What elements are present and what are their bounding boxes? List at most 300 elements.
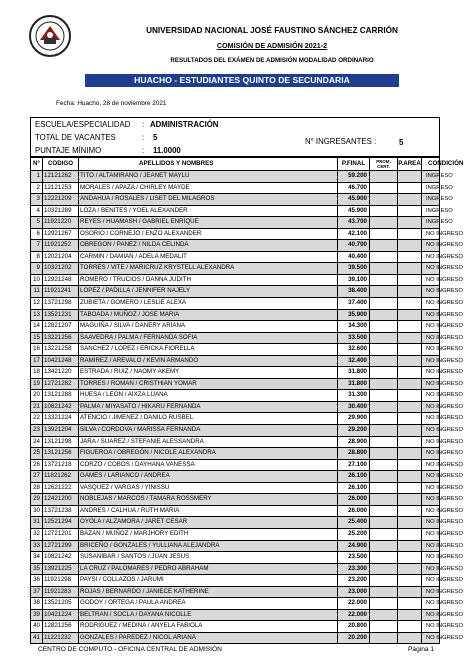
row-final-score: 31.800 xyxy=(338,367,370,378)
table-row xyxy=(30,633,464,645)
row-name: BELTRAN / SOCLA / DAYANA NICOLLE xyxy=(79,610,338,621)
row-number: 33 xyxy=(31,541,43,552)
table-row xyxy=(30,460,464,472)
row-final-score: 38.400 xyxy=(338,286,370,297)
row-final-score: 42.100 xyxy=(338,229,370,240)
row-code: 13721238 xyxy=(43,506,79,517)
row-prom xyxy=(370,263,398,274)
row-code: 12021204 xyxy=(43,252,79,263)
row-name: RAMIREZ / AREVALO / KEVIN ARMANDO xyxy=(79,356,338,367)
row-name: NOBLEJAS / MARCOS / TAMARA ROSSMERY xyxy=(79,494,338,505)
footer-left: CENTRO DE COMPUTO - OFICINA CENTRAL DE ADMISIÓN xyxy=(38,646,222,653)
results-table xyxy=(30,171,464,644)
row-condition: NO INGRESO xyxy=(426,427,464,434)
row-code: 13121298 xyxy=(43,437,79,448)
row-name: SILVA / CORDOVA / MARISSA FERNANDA xyxy=(79,425,338,436)
row-name: ROJAS / BERNARDO / JANIECE KATHERINE xyxy=(79,587,338,598)
row-name: BAZAN / MUÑOZ / MARJHORY EDITH xyxy=(79,529,338,540)
row-code: 12421200 xyxy=(43,494,79,505)
row-final-score: 28.800 xyxy=(338,448,370,459)
row-prom xyxy=(370,229,398,240)
row-number: 21 xyxy=(31,402,43,413)
col-code: CODIGO xyxy=(43,158,79,170)
row-final-score: 25.400 xyxy=(338,517,370,528)
row-code: 12121262 xyxy=(43,171,79,182)
row-name: PALMA / MIYASATO / HIKARU FERNANDA xyxy=(79,402,338,413)
row-final-score: 26.000 xyxy=(338,494,370,505)
row-prom xyxy=(370,633,398,644)
row-name: LA CRUZ / PALOMARES / PEDRO ABRAHAM xyxy=(79,564,338,575)
table-row xyxy=(30,506,464,518)
table-row xyxy=(30,598,464,610)
row-code: 13721218 xyxy=(43,460,79,471)
row-name: ANDAHUA / ROSALES / LISET DEL MILAGROS xyxy=(79,194,338,205)
school-colon: : xyxy=(142,120,145,129)
row-final-score: 20.800 xyxy=(338,621,370,632)
row-name: TORRES / VITE / MARICRUZ KRYSTELL ALEXANDRA xyxy=(79,263,338,274)
row-final-score: 25.200 xyxy=(338,529,370,540)
table-row xyxy=(30,402,464,414)
row-number: 24 xyxy=(31,437,43,448)
row-prom xyxy=(370,310,398,321)
row-condition: NO INGRESO xyxy=(426,542,464,549)
row-code: 13421220 xyxy=(43,367,79,378)
row-code: 10821242 xyxy=(43,402,79,413)
row-condition: NO INGRESO xyxy=(426,242,464,249)
row-condition: NO INGRESO xyxy=(426,484,464,491)
row-name: FIGUEROA / OBREGÓN / NICOLE ALEXANDRA xyxy=(79,448,338,459)
row-code: 11921298 xyxy=(43,575,79,586)
row-condition: NO INGRESO xyxy=(426,403,464,410)
col-area: P.AREA xyxy=(398,158,422,170)
table-row xyxy=(30,310,464,322)
row-condition: NO INGRESO xyxy=(426,507,464,514)
row-final-score: 31.300 xyxy=(338,390,370,401)
row-prom xyxy=(370,379,398,390)
row-condition: NO INGRESO xyxy=(426,496,464,503)
row-number: 14 xyxy=(31,321,43,332)
row-number: 12 xyxy=(31,298,43,309)
row-name: VASQUEZ / VARGAS / YINISSU xyxy=(79,483,338,494)
row-prom xyxy=(370,367,398,378)
table-row xyxy=(30,333,464,345)
row-number: 19 xyxy=(31,379,43,390)
row-final-score: 29.900 xyxy=(338,413,370,424)
row-final-score: 23.200 xyxy=(338,575,370,586)
commission-title: COMISIÓN DE ADMISIÓN 2021-2 xyxy=(216,41,328,50)
table-row xyxy=(30,437,464,449)
row-prom xyxy=(370,494,398,505)
table-row xyxy=(30,298,464,310)
row-name: SANCHEZ / LOPEZ / ERICKA FIORELLA xyxy=(79,344,338,355)
ingresantes-value: 5 xyxy=(399,138,404,147)
row-final-score: 43.700 xyxy=(338,217,370,228)
row-number: 31 xyxy=(31,517,43,528)
row-condition: NO INGRESO xyxy=(426,323,464,330)
table-row xyxy=(30,575,464,587)
row-final-score: 35.900 xyxy=(338,310,370,321)
row-final-score: 34.300 xyxy=(338,321,370,332)
table-row xyxy=(30,263,464,275)
row-prom xyxy=(370,252,398,263)
row-final-score: 22.000 xyxy=(338,610,370,621)
row-number: 18 xyxy=(31,367,43,378)
col-number: N° xyxy=(31,158,43,170)
row-prom xyxy=(370,529,398,540)
row-name: ZUBIETA / GOMERO / LESLIE ALEXA xyxy=(79,298,338,309)
row-condition: NO INGRESO xyxy=(426,230,464,237)
row-code: 10421248 xyxy=(43,356,79,367)
row-number: 22 xyxy=(31,413,43,424)
row-number: 41 xyxy=(31,633,43,644)
row-final-score: 28.900 xyxy=(338,437,370,448)
row-final-score: 26.100 xyxy=(338,471,370,482)
row-number: 26 xyxy=(31,460,43,471)
row-name: CORZO / COBOS / DAYHANA VANESSA xyxy=(79,460,338,471)
row-prom xyxy=(370,183,398,194)
table-row xyxy=(30,552,464,564)
section-band: HUACHO - ESTUDIANTES QUINTO DE SECUNDARIA xyxy=(85,74,399,87)
row-condition: NO INGRESO xyxy=(426,577,464,584)
row-name: MORALES / APAZA / CHIRLEY MAYDE xyxy=(79,183,338,194)
row-final-score: 29.200 xyxy=(338,425,370,436)
row-name: GONZALES / PAREDEZ / NICOL ARIANA xyxy=(79,633,338,644)
table-row xyxy=(30,541,464,553)
vacancies-colon: : xyxy=(142,133,145,142)
row-number: 11 xyxy=(31,286,43,297)
min-score-value: 11.0000 xyxy=(153,146,181,155)
row-name: REYES / HUAMASH / GABRIEL ENRIQUE xyxy=(79,217,338,228)
row-code: 11221232 xyxy=(43,633,79,644)
table-row xyxy=(30,448,464,460)
row-code: 12721201 xyxy=(43,529,79,540)
table-row xyxy=(30,413,464,425)
row-prom xyxy=(370,460,398,471)
row-name: TORRES / ROMAN / CRISTHIAN YOMAR xyxy=(79,379,338,390)
table-row xyxy=(30,321,464,333)
row-prom xyxy=(370,240,398,251)
row-number: 35 xyxy=(31,564,43,575)
row-prom xyxy=(370,483,398,494)
row-final-score: 23.000 xyxy=(338,587,370,598)
row-final-score: 59.200 xyxy=(338,171,370,182)
row-prom xyxy=(370,321,398,332)
row-condition: NO INGRESO xyxy=(426,623,464,630)
row-prom xyxy=(370,390,398,401)
row-code: 11921220 xyxy=(43,217,79,228)
row-prom xyxy=(370,402,398,413)
row-number: 16 xyxy=(31,344,43,355)
row-condition: NO INGRESO xyxy=(426,554,464,561)
row-number: 36 xyxy=(31,575,43,586)
row-number: 17 xyxy=(31,356,43,367)
row-prom xyxy=(370,598,398,609)
row-final-score: 30.400 xyxy=(338,402,370,413)
table-row xyxy=(30,379,464,391)
col-condition: CONDICIÓN xyxy=(428,160,464,167)
table-row xyxy=(30,217,453,229)
row-prom xyxy=(370,610,398,621)
row-prom xyxy=(370,517,398,528)
row-name: MAGUIÑA / SILVA / DANERY ARIANA xyxy=(79,321,338,332)
row-number: 15 xyxy=(31,333,43,344)
row-condition: NO INGRESO xyxy=(426,450,464,457)
row-name: OYOLA / ALZAMORA / JARET CESAR xyxy=(79,517,338,528)
row-condition: INGRESO xyxy=(426,184,453,191)
table-row xyxy=(30,471,464,483)
row-condition: INGRESO xyxy=(426,207,453,214)
row-number: 13 xyxy=(31,310,43,321)
row-name: GAMES / LARIANCO / ANDREA xyxy=(79,471,338,482)
vacancies-value: 5 xyxy=(153,133,158,142)
row-name: TABOADA / MUÑOZ / JOSE MARIA xyxy=(79,310,338,321)
row-prom xyxy=(370,564,398,575)
row-number: 27 xyxy=(31,471,43,482)
row-name: BRICEÑO / GONZALES / YULLIANA ALEJANDRA xyxy=(79,541,338,552)
table-row xyxy=(30,564,464,576)
row-final-score: 32.600 xyxy=(338,344,370,355)
row-number: 7 xyxy=(31,240,43,251)
row-number: 5 xyxy=(31,217,43,228)
row-number: 34 xyxy=(31,552,43,563)
row-condition: NO INGRESO xyxy=(426,438,464,445)
col-name: APELLIDOS Y NOMBRES xyxy=(79,158,338,170)
row-prom xyxy=(370,194,398,205)
row-code: 12221209 xyxy=(43,194,79,205)
row-prom xyxy=(370,275,398,286)
row-final-score: 33.500 xyxy=(338,333,370,344)
row-final-score: 26.000 xyxy=(338,506,370,517)
row-code: 13921225 xyxy=(43,564,79,575)
row-condition: NO INGRESO xyxy=(426,530,464,537)
table-row xyxy=(30,286,464,298)
min-score-colon: : xyxy=(142,146,145,155)
row-condition: NO INGRESO xyxy=(426,600,464,607)
row-name: ANDRES / CALHUA / RUTH MARIA xyxy=(79,506,338,517)
row-final-score: 40.400 xyxy=(338,252,370,263)
row-code: 11921252 xyxy=(43,240,79,251)
row-number: 10 xyxy=(31,275,43,286)
row-name: SAAVEDRA / PALMA / FERNANDA SOFIA xyxy=(79,333,338,344)
row-condition: NO INGRESO xyxy=(426,276,464,283)
row-condition: NO INGRESO xyxy=(426,634,464,641)
row-condition: NO INGRESO xyxy=(426,288,464,295)
row-code: 12921248 xyxy=(43,275,79,286)
row-condition: NO INGRESO xyxy=(426,369,464,376)
row-condition: INGRESO xyxy=(426,219,453,226)
row-code: 10321202 xyxy=(43,263,79,274)
row-code: 10321289 xyxy=(43,206,79,217)
row-name: OSORIO / CORNEJO / ENZO ALEXANDER xyxy=(79,229,338,240)
row-prom xyxy=(370,344,398,355)
row-prom xyxy=(370,425,398,436)
table-row xyxy=(30,621,464,633)
row-number: 30 xyxy=(31,506,43,517)
row-prom xyxy=(370,552,398,563)
row-code: 13521205 xyxy=(43,598,79,609)
table-row xyxy=(30,610,464,622)
row-number: 6 xyxy=(31,229,43,240)
row-prom xyxy=(370,413,398,424)
row-number: 38 xyxy=(31,598,43,609)
row-final-score: 39.500 xyxy=(338,263,370,274)
row-prom xyxy=(370,171,398,182)
table-row xyxy=(30,240,464,252)
row-prom xyxy=(370,286,398,297)
row-code: 12821207 xyxy=(43,321,79,332)
row-final-score: 22.000 xyxy=(338,598,370,609)
row-code: 12721299 xyxy=(43,541,79,552)
row-prom xyxy=(370,575,398,586)
row-code: 10421224 xyxy=(43,610,79,621)
table-row xyxy=(30,206,453,218)
table-row xyxy=(30,183,453,195)
row-number: 40 xyxy=(31,621,43,632)
row-final-score: 45.900 xyxy=(338,194,370,205)
row-condition: NO INGRESO xyxy=(426,265,464,272)
university-seal-icon xyxy=(28,14,72,58)
info-box xyxy=(30,117,440,157)
school-value: ADMINISTRACIÓN xyxy=(150,120,219,129)
table-row xyxy=(30,344,464,356)
row-prom xyxy=(370,298,398,309)
row-final-score: 26.100 xyxy=(338,483,370,494)
row-prom xyxy=(370,437,398,448)
row-code: 11921283 xyxy=(43,587,79,598)
row-final-score: 23.300 xyxy=(338,564,370,575)
school-label: ESCUELA/ESPECIALIDAD xyxy=(35,120,131,129)
table-row xyxy=(30,587,464,599)
row-code: 12721282 xyxy=(43,379,79,390)
table-header xyxy=(30,157,464,171)
row-code: 12121253 xyxy=(43,183,79,194)
row-number: 4 xyxy=(31,206,43,217)
row-final-score: 32.400 xyxy=(338,356,370,367)
row-number: 39 xyxy=(31,610,43,621)
row-final-score: 24.900 xyxy=(338,541,370,552)
row-code: 11821262 xyxy=(43,471,79,482)
row-condition: NO INGRESO xyxy=(426,519,464,526)
row-final-score: 45.900 xyxy=(338,206,370,217)
row-code: 13221258 xyxy=(43,344,79,355)
row-name: LOZA / BENITES / YOEL ALEXANDER xyxy=(79,206,338,217)
row-prom xyxy=(370,506,398,517)
row-name: OBREGON / PANEZ / NILDA CELINDA xyxy=(79,240,338,251)
row-number: 1 xyxy=(31,171,43,182)
row-code: 10821242 xyxy=(43,552,79,563)
col-final: P.FINAL xyxy=(338,158,370,170)
row-code: 13121256 xyxy=(43,448,79,459)
row-number: 20 xyxy=(31,390,43,401)
row-final-score: 31.800 xyxy=(338,379,370,390)
row-prom xyxy=(370,621,398,632)
row-code: 13721298 xyxy=(43,298,79,309)
row-number: 23 xyxy=(31,425,43,436)
table-row xyxy=(30,494,464,506)
row-code: 11921241 xyxy=(43,286,79,297)
row-final-score: 37.400 xyxy=(338,298,370,309)
table-row xyxy=(30,425,464,437)
row-final-score: 40.700 xyxy=(338,240,370,251)
row-code: 13121288 xyxy=(43,390,79,401)
row-number: 29 xyxy=(31,494,43,505)
row-prom xyxy=(370,217,398,228)
row-number: 9 xyxy=(31,263,43,274)
row-final-score: 39.100 xyxy=(338,275,370,286)
row-condition: NO INGRESO xyxy=(426,565,464,572)
row-final-score: 46.700 xyxy=(338,183,370,194)
row-code: 12921267 xyxy=(43,229,79,240)
row-final-score: 20.200 xyxy=(338,633,370,644)
row-code: 12621222 xyxy=(43,483,79,494)
row-condition: NO INGRESO xyxy=(426,473,464,480)
row-prom xyxy=(370,333,398,344)
row-condition: NO INGRESO xyxy=(426,588,464,595)
row-final-score: 23.500 xyxy=(338,552,370,563)
university-name: UNIVERSIDAD NACIONAL JOSÉ FAUSTINO SÁNCHEZ CARRIÓN xyxy=(146,26,398,35)
row-name: JARA / SUAREZ / STEFANIE ALESSANDRA xyxy=(79,437,338,448)
row-name: ATENCIO / JIMENEZ / DANILO RUSBEL xyxy=(79,413,338,424)
row-code: 13321224 xyxy=(43,413,79,424)
row-name: CARMIN / DAMIAN / ADELA MEDALIT xyxy=(79,252,338,263)
row-condition: NO INGRESO xyxy=(426,300,464,307)
row-name: ESTRADA / RUIZ / NAOMY AKEMY xyxy=(79,367,338,378)
row-code: 12821256 xyxy=(43,621,79,632)
row-number: 25 xyxy=(31,448,43,459)
row-name: ROMERO / TRUCIOS / DANNA JUDITH xyxy=(79,275,338,286)
footer-page: Página 1 xyxy=(408,646,435,653)
table-row xyxy=(30,367,464,379)
row-condition: NO INGRESO xyxy=(426,461,464,468)
row-name: LOPEZ / PADILLA / JENNIFER NAJELY xyxy=(79,286,338,297)
table-row xyxy=(30,390,464,402)
table-row xyxy=(30,229,464,241)
row-name: RODRIGUEZ / MEDINA / ANYELA FABIOLA xyxy=(79,621,338,632)
table-row xyxy=(30,194,453,206)
results-title: RESULTADOS DEL EXÁMEN DE ADMISIÓN MODALIDAD ORDINARIO xyxy=(170,57,374,64)
row-condition: NO INGRESO xyxy=(426,346,464,353)
table-row xyxy=(30,517,464,529)
row-condition: INGRESO xyxy=(426,196,453,203)
row-final-score: 27.100 xyxy=(338,460,370,471)
row-condition: NO INGRESO xyxy=(426,311,464,318)
row-number: 2 xyxy=(31,183,43,194)
row-code: 13221256 xyxy=(43,333,79,344)
row-name: TITO / ALTAMIRANO / JEANET MAYLU xyxy=(79,171,338,182)
table-row xyxy=(30,529,464,541)
row-condition: NO INGRESO xyxy=(426,357,464,364)
table-row xyxy=(30,171,453,183)
row-prom xyxy=(370,356,398,367)
row-condition: INGRESO xyxy=(426,173,453,179)
row-prom xyxy=(370,587,398,598)
row-name: HUESA / LEON / AIXZA LUANA xyxy=(79,390,338,401)
row-prom xyxy=(370,448,398,459)
row-condition: NO INGRESO xyxy=(426,392,464,399)
row-code: 13921204 xyxy=(43,425,79,436)
row-condition: NO INGRESO xyxy=(426,334,464,341)
min-score-label: PUNTAJE MÍNIMO xyxy=(35,146,102,155)
row-name: PAYSI / COLLAZOS / JARUMI xyxy=(79,575,338,586)
row-number: 37 xyxy=(31,587,43,598)
table-row xyxy=(30,356,464,368)
table-row xyxy=(30,252,464,264)
table-row xyxy=(30,483,464,495)
table-row xyxy=(30,275,464,287)
row-condition: NO INGRESO xyxy=(426,253,464,260)
row-name: SUSANIBAR / SANTOS / JUAN JESUS xyxy=(79,552,338,563)
row-prom xyxy=(370,541,398,552)
